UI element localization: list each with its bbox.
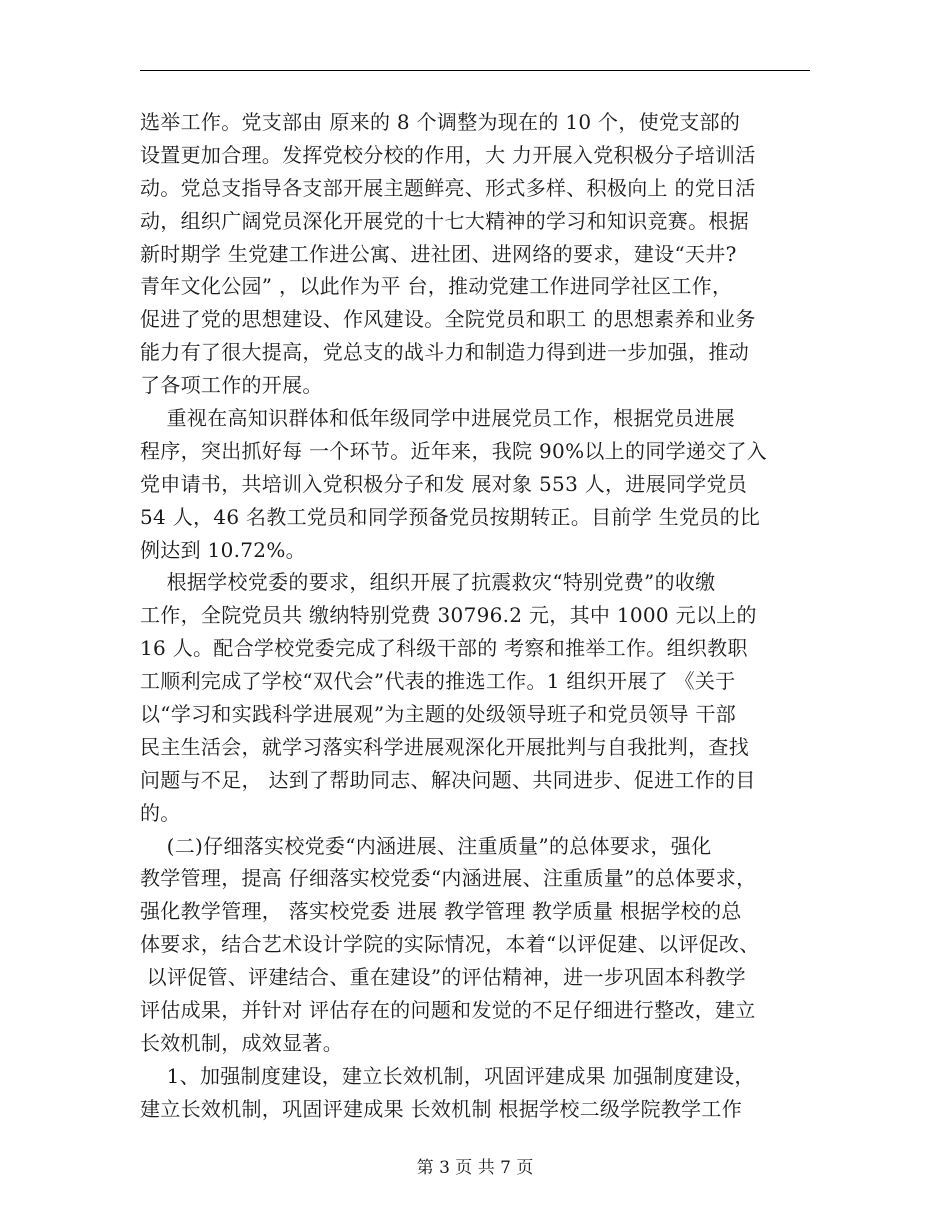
- text-line: 民主生活会，就学习落实科学进展观深化开展批判与自我批判，查找: [140, 734, 749, 759]
- text-line: 54 人，46 名教工党员和同学预备党员按期转正。目前学 生党员的比: [140, 504, 761, 529]
- text-line: (二)仔细落实校党委“内涵进展、注重质量”的总体要求，强化: [140, 833, 712, 858]
- text-line: 根据学校党委的要求，组织开展了抗震救灾“特别党费”的收缴: [140, 570, 716, 595]
- text-line: 例达到 10.72%。: [140, 537, 306, 562]
- text-line: 长效机制，成效显著。: [140, 1030, 343, 1055]
- text-line: 重视在高知识群体和低年级同学中进展党员工作，根据党员进展: [140, 406, 736, 431]
- text-line: 以评促管、评建结合、重在建设”的评估精神，进一步巩固本科教学: [140, 965, 746, 990]
- text-line: 工顺利完成了学校“双代会”代表的推选工作。1 组织开展了 《关于: [140, 669, 736, 694]
- header-rule: [140, 70, 810, 71]
- text-line: 问题与不足， 达到了帮助同志、解决问题、共同进步、促进工作的目: [140, 767, 756, 792]
- page-number-footer: 第 3 页 共 7 页: [416, 1158, 534, 1178]
- text-line: 体要求，结合艺术设计学院的实际情况，本着“以评促建、以评促改、: [140, 932, 760, 957]
- text-line: 党申请书，共培训入党积极分子和发 展对象 553 人，进展同学党员: [140, 471, 748, 496]
- text-line: 工作，全院党员共 缴纳特别党费 30796.2 元，其中 1000 元以上的: [140, 603, 757, 628]
- text-line: 强化教学管理， 落实校党委 进展 教学管理 教学质量 根据学校的总: [140, 899, 742, 924]
- text-line: 16 人。配合学校党委完成了科级干部的 考察和推举工作。组织教职: [140, 636, 748, 661]
- text-line: 能力有了很大提高，党总支的战斗力和制造力得到进一步加强，推动: [140, 340, 749, 365]
- text-line: 青年文化公园” ，以此作为平 台，推动党建工作进同学社区工作，: [140, 274, 733, 299]
- text-line: 程序，突出抓好每 一个环节。近年来，我院 90%以上的同学递交了入: [140, 438, 768, 463]
- text-line: 建立长效机制，巩固评建成果 长效机制 根据学校二级学院教学工作: [140, 1096, 743, 1121]
- text-line: 了各项工作的开展。: [140, 373, 323, 398]
- text-line: 评估成果，并针对 评估存在的问题和发觉的不足仔细进行整改，建立: [140, 998, 756, 1023]
- text-line: 1、加强制度建设，建立长效机制，巩固评建成果 加强制度建设，: [140, 1063, 755, 1088]
- text-line: 动。党总支指导各支部开展主题鲜亮、形式多样、积极向上 的党日活: [140, 175, 756, 200]
- text-line: 设置更加合理。发挥党校分校的作用，大 力开展入党积极分子培训活: [140, 142, 756, 167]
- text-line: 的。: [140, 800, 181, 825]
- text-line: 动，组织广阔党员深化开展党的十七大精神的学习和知识竞赛。根据: [140, 208, 749, 233]
- document-body: [140, 106, 816, 1126]
- text-line: 教学管理，提高 仔细落实校党委“内涵进展、注重质量”的总体要求，: [140, 866, 757, 891]
- text-line: 以“学习和实践科学进展观”为主题的处级领导班子和党员领导 干部: [140, 702, 737, 727]
- text-line: 促进了党的思想建设、作风建设。全院党员和职工 的思想素养和业务: [140, 307, 756, 332]
- text-line: 新时期学 生党建工作进公寓、进社团、进网络的要求，建设“天井?: [140, 241, 737, 266]
- text-line: 选举工作。党支部由 原来的 8 个调整为现在的 10 个，使党支部的: [140, 110, 741, 134]
